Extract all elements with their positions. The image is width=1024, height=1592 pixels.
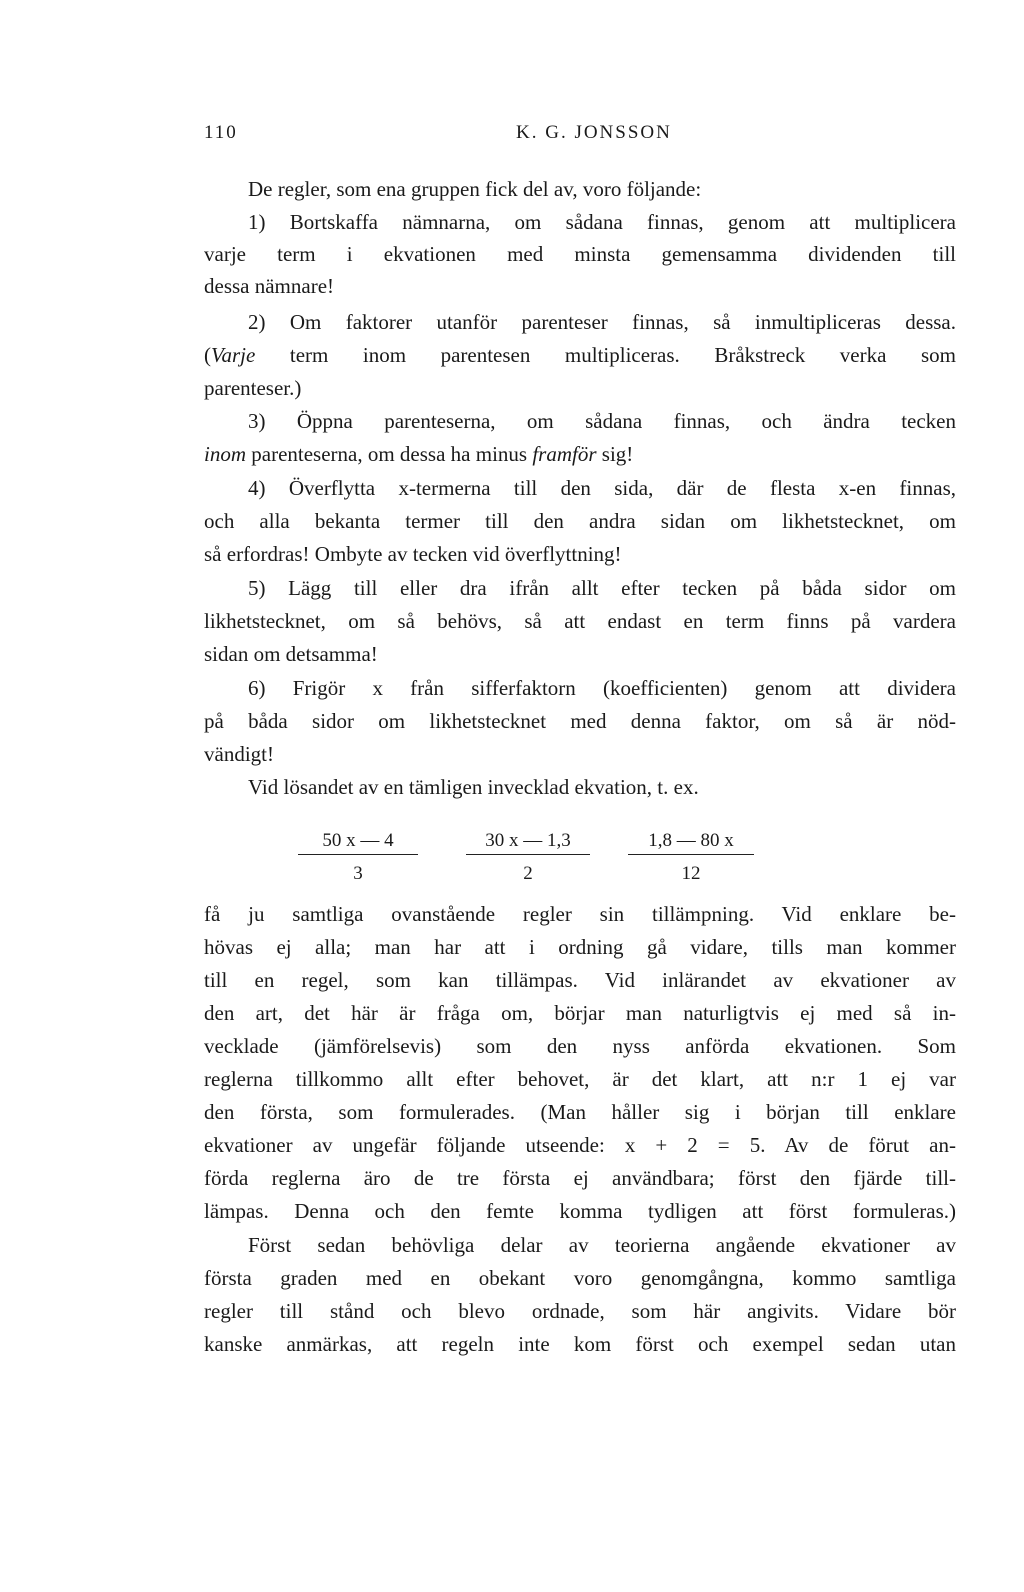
fraction [466,830,590,885]
emphasis: inom [204,442,246,466]
text-line: regler till stånd och blevo ordnade, som här angivits. Vidare bör [204,1299,956,1323]
page-header [204,122,759,152]
emphasis: Varje [211,343,256,367]
text-line: första graden med en obekant voro genomgångna, kommo samtliga [204,1266,956,1290]
running-head: K. G. JONSSON [516,122,672,143]
fraction-denominator: 3 [353,863,363,884]
emphasis: framför [532,442,597,466]
fraction-numerator: 30 x — 1,3 [485,830,571,851]
text-line: den första, som formulerades. (Man håller sig i början till enklare [204,1100,956,1124]
text-line: ekvationer av ungefär följande utseende: x + 2 = 5. Av de förut an- [204,1133,956,1157]
rule-2-line: (Varje term inom parentesen multipliceras. Bråkstreck verka som [204,343,956,367]
text-line: förda reglerna äro de tre första ej användbara; först den fjärde till- [204,1166,956,1190]
rule-4-line: så erfordras! Ombyte av tecken vid överflyttning! [204,542,622,566]
fraction-bar [628,854,754,855]
text-line: Vid lösandet av en tämligen invecklad ekvation, t. ex. [248,775,699,799]
rule-6-line: 6) Frigör x från sifferfaktorn (koefficienten) genom att dividera [248,676,956,700]
rule-5-line: sidan om detsamma! [204,642,378,666]
rule-3-line: inom parenteserna, om dessa ha minus framför sig! [204,442,634,466]
text-line: få ju samtliga ovanstående regler sin tillämpning. Vid enklare be- [204,902,956,926]
rule-4-line: och alla bekanta termer till den andra sidan om likhetstecknet, om [204,509,956,533]
rule-6-line: vändigt! [204,742,274,766]
text-line: Först sedan behövliga delar av teorierna angående ekvationer av [248,1233,956,1257]
fraction-denominator: 12 [681,863,701,884]
rule-6-line: på båda sidor om likhetstecknet med denna faktor, om så är nöd- [204,709,956,733]
rule-2-line: 2) Om faktorer utanför parenteser finnas, så inmultipliceras dessa. [248,310,956,334]
equation [298,830,758,890]
fraction-bar [298,854,418,855]
fraction [298,830,418,885]
fraction [628,830,754,885]
text-line: till en regel, som kan tillämpas. Vid inlärandet av ekvationer av [204,968,956,992]
page-number: 110 [204,122,238,143]
fraction-numerator: 50 x — 4 [322,830,394,851]
fraction-numerator: 1,8 — 80 x [648,830,734,851]
rule-1-line: varje term i ekvationen med minsta gemensamma dividenden till [204,242,956,266]
rule-5-line: 5) Lägg till eller dra ifrån allt efter tecken på båda sidor om [248,576,956,600]
rule-2-line: parenteser.) [204,376,302,400]
rule-1-line: dessa nämnare! [204,274,335,298]
rule-4-line: 4) Överflytta x-termerna till den sida, där de flesta x-en finnas, [248,476,956,500]
text-line: vecklade (jämförelsevis) som den nyss anförda ekvationen. Som [204,1034,956,1058]
rule-5-line: likhetstecknet, om så behövs, så att endast en term finns på vardera [204,609,956,633]
text-line: De regler, som ena gruppen fick del av, voro följande: [248,177,702,201]
text-line: reglerna tillkommo allt efter behovet, är det klart, att n:r 1 ej var [204,1067,956,1091]
text-line: kanske anmärkas, att regeln inte kom först och exempel sedan utan [204,1332,956,1356]
fraction-bar [466,854,590,855]
text-line: hövas ej alla; man har att i ordning gå vidare, tills man kommer [204,935,956,959]
fraction-denominator: 2 [523,863,533,884]
text-line: lämpas. Denna och den femte komma tydligen att först formuleras.) [204,1199,956,1223]
rule-1-line: 1) Bortskaffa nämnarna, om sådana finnas, genom att multiplicera [248,210,956,234]
text-line: den art, det här är fråga om, börjar man naturligtvis ej med så in- [204,1001,956,1025]
rule-3-line: 3) Öppna parenteserna, om sådana finnas, och ändra tecken [248,409,956,433]
